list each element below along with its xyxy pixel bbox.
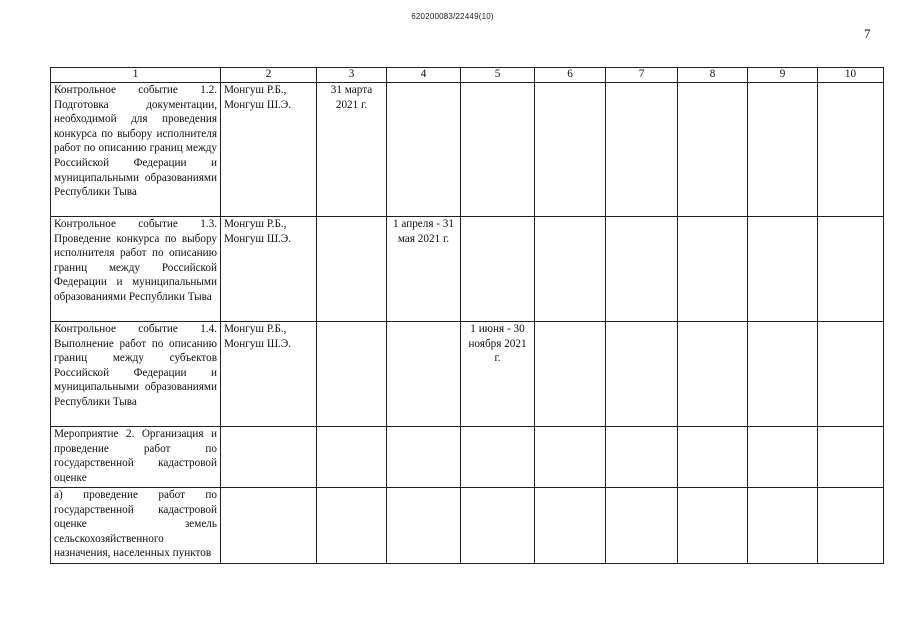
column-header: 8	[678, 68, 748, 83]
empty-cell	[606, 83, 678, 217]
column-header: 9	[748, 68, 818, 83]
column-header: 6	[535, 68, 606, 83]
deadline-cell	[387, 427, 461, 488]
empty-cell	[678, 83, 748, 217]
empty-cell	[818, 427, 884, 488]
empty-cell	[606, 488, 678, 564]
table-row	[51, 427, 884, 488]
column-header: 3	[317, 68, 387, 83]
deadline-cell	[461, 217, 535, 322]
deadline-cell	[461, 488, 535, 564]
responsible-persons: Монгуш Р.Б., Монгуш Ш.Э.	[221, 322, 317, 427]
table-row	[51, 217, 884, 322]
responsible-persons	[221, 488, 317, 564]
empty-cell	[678, 322, 748, 427]
column-header: 2	[221, 68, 317, 83]
empty-cell	[606, 217, 678, 322]
table-row	[51, 322, 884, 427]
empty-cell	[818, 217, 884, 322]
column-header: 10	[818, 68, 884, 83]
deadline-cell: 1 апреля - 31 мая 2021 г.	[387, 217, 461, 322]
deadline-cell: 1 июня - 30 ноября 2021 г.	[461, 322, 535, 427]
empty-cell	[748, 83, 818, 217]
responsible-persons: Монгуш Р.Б., Монгуш Ш.Э.	[221, 83, 317, 217]
column-header: 7	[606, 68, 678, 83]
column-header: 5	[461, 68, 535, 83]
deadline-cell	[387, 83, 461, 217]
empty-cell	[748, 488, 818, 564]
empty-cell	[818, 322, 884, 427]
event-description: Контрольное событие 1.2. Подготовка документации, необходимой для проведения конкурса по выбору исполнителя работ по описанию границ между Российской Федерации и муниципальными образованиями Республики Тыва	[51, 83, 221, 217]
empty-cell	[606, 322, 678, 427]
event-description: а) проведение работ по государственной кадастровой оценке земель сельскохозяйственного назначения, населенных пунктов	[51, 488, 221, 564]
table-header-row	[51, 68, 884, 83]
responsible-persons: Монгуш Р.Б., Монгуш Ш.Э.	[221, 217, 317, 322]
event-description: Контрольное событие 1.3. Проведение конкурса по выбору исполнителя работ по описанию границ между Российской Федерации и муниципальными образованиями Республики Тыва	[51, 217, 221, 322]
deadline-cell	[317, 322, 387, 427]
plan-table	[50, 67, 884, 564]
empty-cell	[535, 322, 606, 427]
column-header: 1	[51, 68, 221, 83]
empty-cell	[535, 83, 606, 217]
deadline-cell	[317, 217, 387, 322]
deadline-cell	[317, 488, 387, 564]
empty-cell	[678, 488, 748, 564]
empty-cell	[818, 83, 884, 217]
table-row	[51, 488, 884, 564]
event-description: Контрольное событие 1.4. Выполнение работ по описанию границ между субъектов Российской Федерации и муниципальными образованиями Республики Тыва	[51, 322, 221, 427]
empty-cell	[535, 427, 606, 488]
deadline-cell	[461, 83, 535, 217]
empty-cell	[748, 322, 818, 427]
empty-cell	[818, 488, 884, 564]
empty-cell	[535, 488, 606, 564]
deadline-cell	[461, 427, 535, 488]
deadline-cell	[387, 322, 461, 427]
deadline-cell	[317, 427, 387, 488]
page-number: 7	[864, 26, 871, 41]
document-code: 620200083/22449(10)	[411, 12, 494, 21]
empty-cell	[748, 427, 818, 488]
column-header: 4	[387, 68, 461, 83]
empty-cell	[678, 427, 748, 488]
deadline-cell: 31 марта 2021 г.	[317, 83, 387, 217]
deadline-cell	[387, 488, 461, 564]
empty-cell	[535, 217, 606, 322]
empty-cell	[748, 217, 818, 322]
empty-cell	[606, 427, 678, 488]
empty-cell	[678, 217, 748, 322]
table-row	[51, 83, 884, 217]
responsible-persons	[221, 427, 317, 488]
event-description: Мероприятие 2. Организация и проведение работ по государственной кадастровой оценке	[51, 427, 221, 488]
